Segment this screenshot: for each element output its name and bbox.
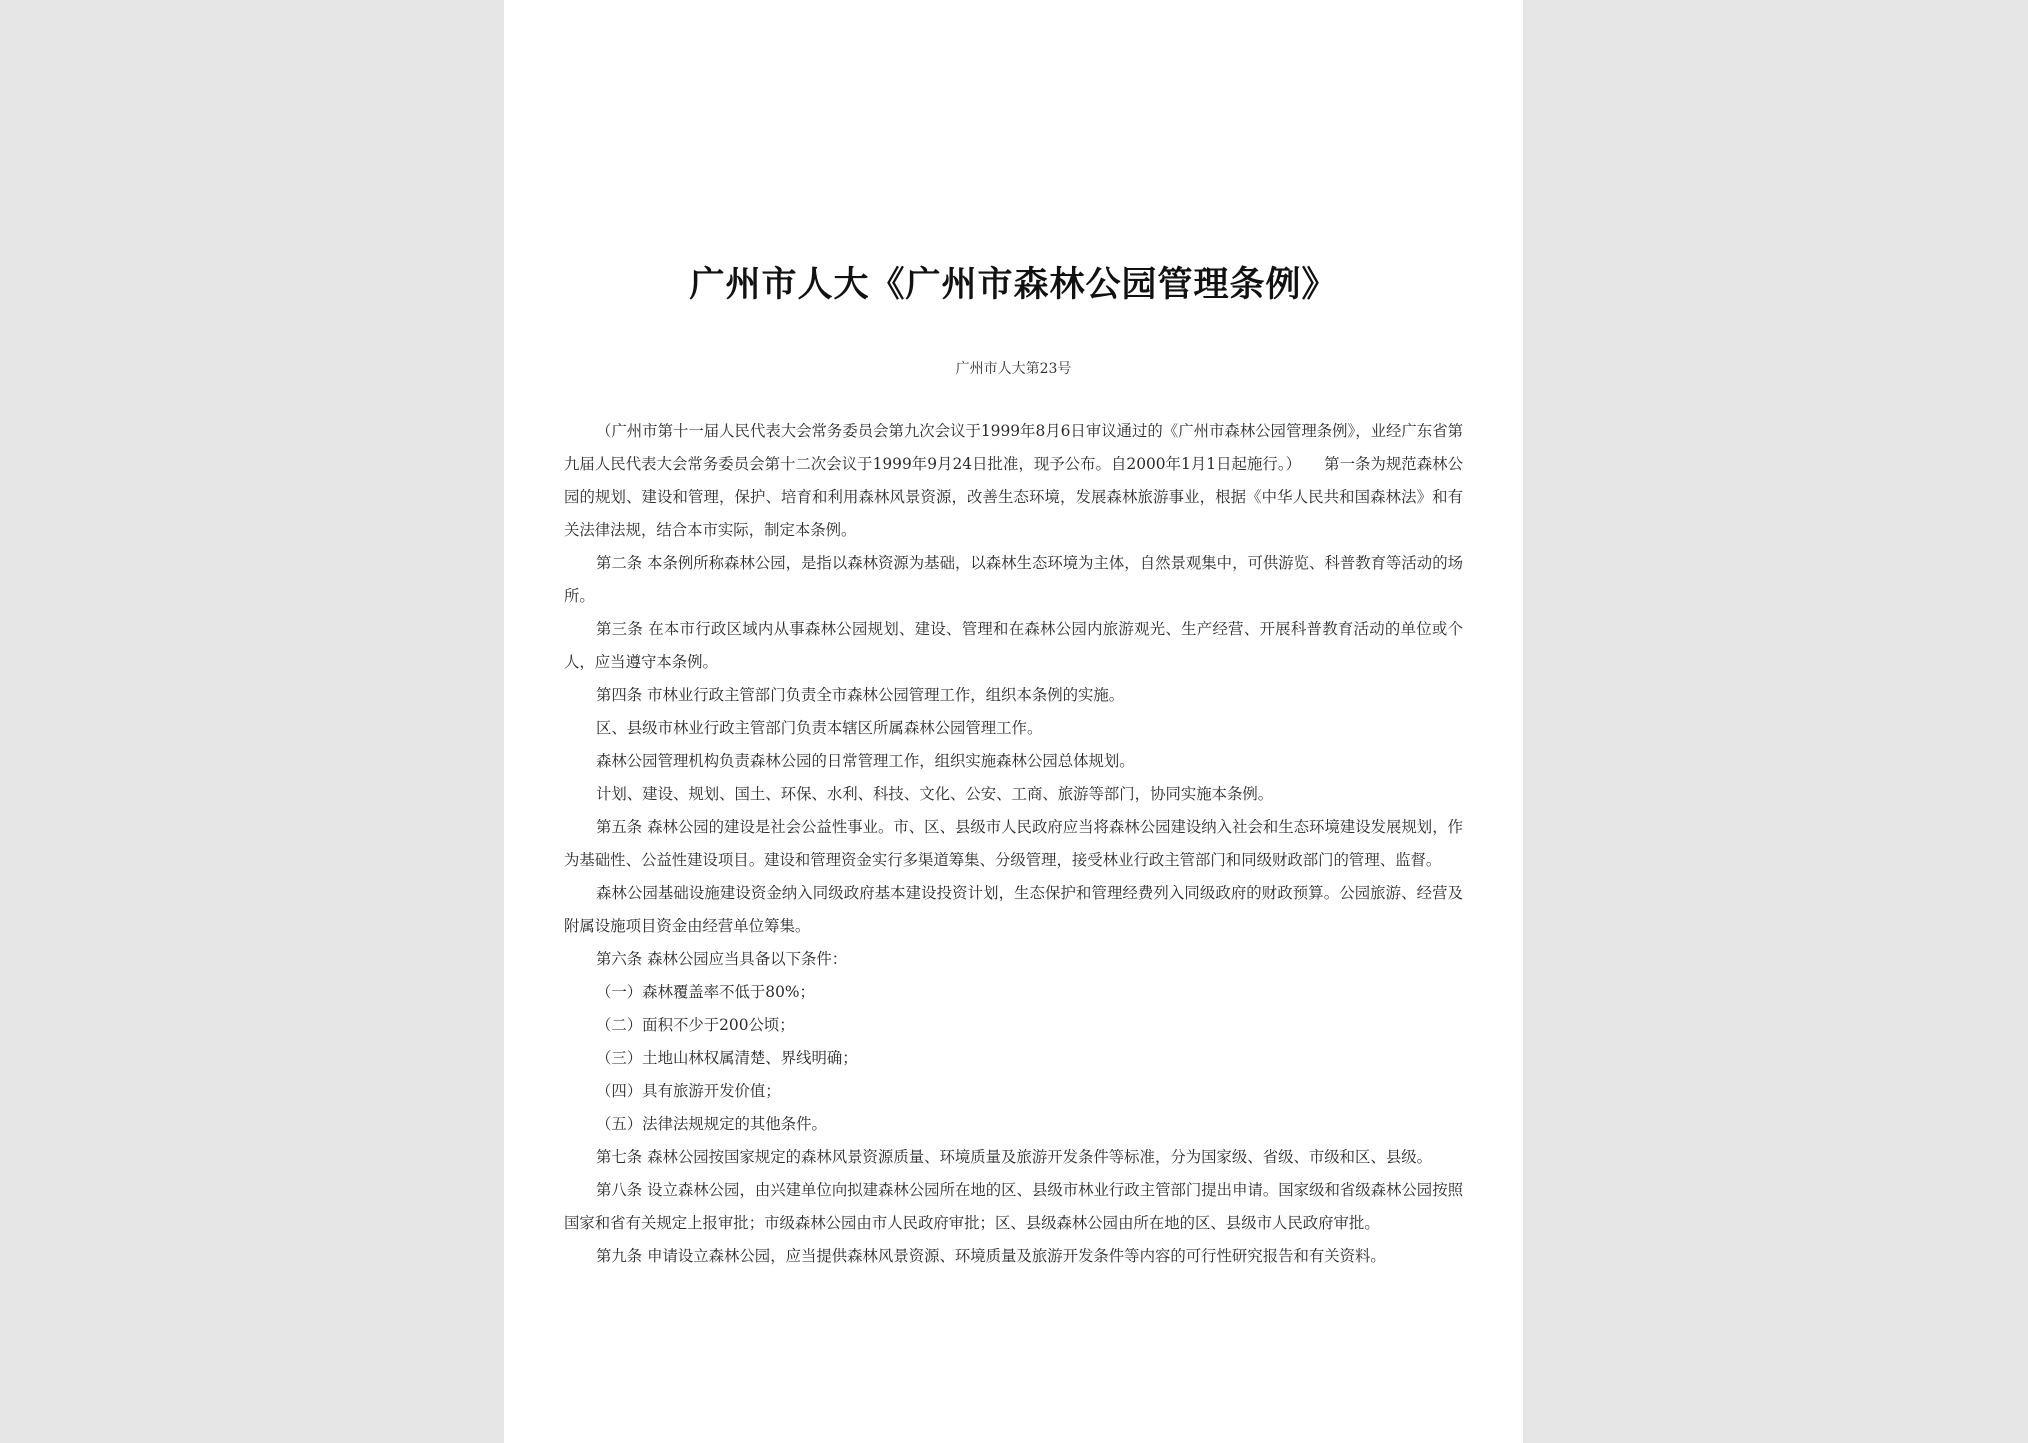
paragraph-article-5: 第五条 森林公园的建设是社会公益性事业。市、区、县级市人民政府应当将森林公园建设纳入社会和生态环境建设发展规划，作为基础性、公益性建设项目。建设和管理资金实行多渠道筹集、分级管理，接受林业行政主管部门和同级财政部门的管理、监督。 xyxy=(564,818,1463,869)
paragraph-preamble-article-1: （广州市第十一届人民代表大会常务委员会第九次会议于1999年8月6日审议通过的《广州市森林公园管理条例》，业经广东省第九届人民代表大会常务委员会第十二次会议于1999年9月24日批准，现予公布。自2000年1月1日起施行。） 第一条为规范森林公园的规划、建设和管理，保护、培育和利用森林风景资源，改善生态环境，发展森林旅游事业，根据《中华人民共和国森林法》和有关法律法规，结合本市实际，制定本条例。 xyxy=(564,422,1463,539)
paragraph-article-7: 第七条 森林公园按国家规定的森林风景资源质量、环境质量及旅游开发条件等标准，分为国家级、省级、市级和区、县级。 xyxy=(596,1148,1432,1166)
paragraph-article-5-funding: 森林公园基础设施建设资金纳入同级政府基本建设投资计划，生态保护和管理经费列入同级政府的财政预算。公园旅游、经营及附属设施项目资金由经营单位筹集。 xyxy=(564,884,1463,935)
paragraph-article-4-district: 区、县级市林业行政主管部门负责本辖区所属森林公园管理工作。 xyxy=(596,719,1043,737)
document-body xyxy=(564,415,1463,1273)
paragraph-article-2: 第二条 本条例所称森林公园，是指以森林资源为基础，以森林生态环境为主体，自然景观集中，可供游览、科普教育等活动的场所。 xyxy=(564,554,1463,605)
paragraph-article-8: 第八条 设立森林公园，由兴建单位向拟建森林公园所在地的区、县级市林业行政主管部门提出申请。国家级和省级森林公园按照国家和省有关规定上报审批；市级森林公园由市人民政府审批；区、县级森林公园由所在地的区、县级市人民政府审批。 xyxy=(564,1181,1463,1232)
paragraph-article-4: 第四条 市林业行政主管部门负责全市森林公园管理工作，组织本条例的实施。 xyxy=(596,686,1125,704)
paragraph-article-6: 第六条 森林公园应当具备以下条件： xyxy=(596,950,848,968)
paragraph-article-9: 第九条 申请设立森林公园，应当提供森林风景资源、环境质量及旅游开发条件等内容的可行性研究报告和有关资料。 xyxy=(596,1247,1386,1265)
document-page xyxy=(504,0,1523,1443)
list-item-condition-1: （一）森林覆盖率不低于80%； xyxy=(596,983,815,1001)
paragraph-article-3: 第三条 在本市行政区域内从事森林公园规划、建设、管理和在森林公园内旅游观光、生产经营、开展科普教育活动的单位或个人，应当遵守本条例。 xyxy=(564,620,1463,671)
document-number: 广州市人大第23号 xyxy=(955,361,1072,377)
paragraph-article-4-management: 森林公园管理机构负责森林公园的日常管理工作，组织实施森林公园总体规划。 xyxy=(596,752,1135,770)
document-title: 广州市人大《广州市森林公园管理条例》 xyxy=(689,264,1338,305)
paragraph-article-4-departments: 计划、建设、规划、国土、环保、水利、科技、文化、公安、工商、旅游等部门，协同实施本条例。 xyxy=(596,785,1274,803)
list-item-condition-5: （五）法律法规规定的其他条件。 xyxy=(596,1115,827,1133)
list-item-condition-2: （二）面积不少于200公顷； xyxy=(596,1016,795,1034)
list-item-condition-3: （三）土地山林权属清楚、界线明确； xyxy=(596,1049,858,1067)
list-item-condition-4: （四）具有旅游开发价值； xyxy=(596,1082,781,1100)
